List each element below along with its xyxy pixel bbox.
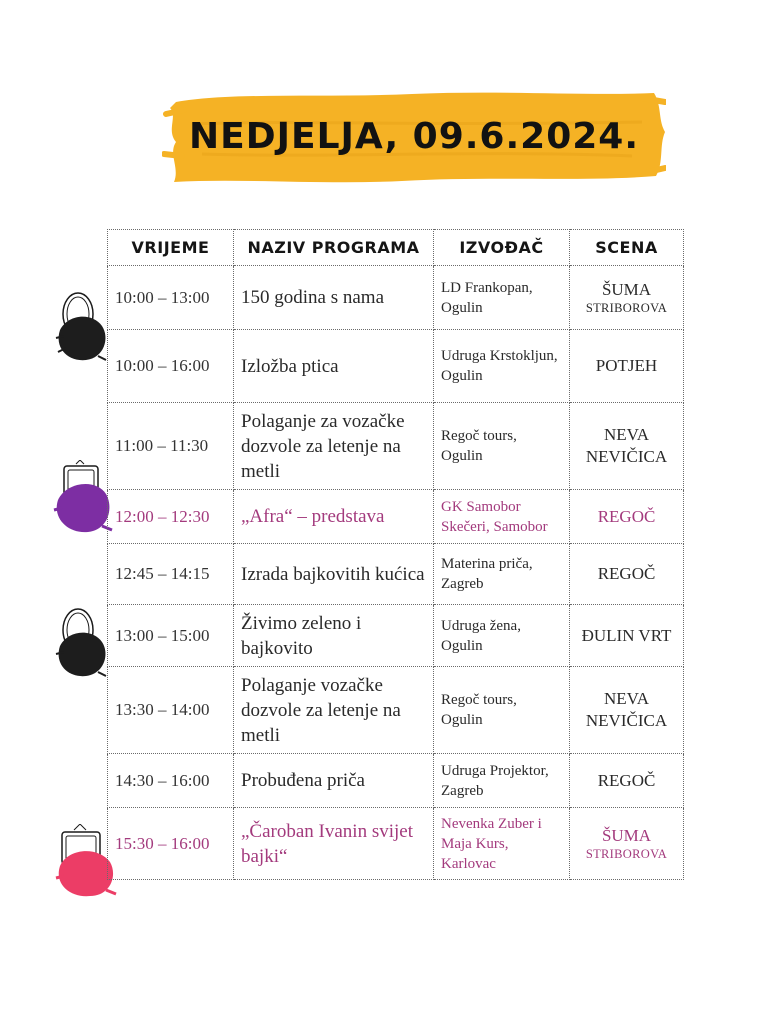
performer-cell: Nevenka Zuber i Maja Kurs, Karlovac [434, 808, 570, 880]
time-cell: 15:30 – 16:00 [108, 808, 234, 880]
scene-name: ŠUMA [601, 280, 652, 299]
program-cell: Polaganje vozačke dozvole za letenje na metli [234, 667, 434, 754]
scene-name: REGOČ [597, 564, 656, 583]
program-cell: Izrada bajkovitih kućica [234, 544, 434, 605]
scene-cell [570, 754, 684, 808]
performer-cell: Regoč tours, Ogulin [434, 667, 570, 754]
scene-cell [570, 403, 684, 490]
header-program: NAZIV PROGRAMA [234, 230, 434, 266]
scene-name: REGOČ [597, 506, 656, 526]
performer-cell: Udruga žena, Ogulin [434, 605, 570, 667]
program-cell: „Čaroban Ivanin svijet bajki“ [234, 808, 434, 880]
scene-name: ĐULIN VRT [581, 625, 672, 645]
table-row [108, 266, 684, 330]
table-row [108, 808, 684, 880]
scene-cell [570, 808, 684, 880]
table-row [108, 667, 684, 754]
performer-cell: Udruga Krstokljun, Ogulin [434, 330, 570, 403]
program-cell: Izložba ptica [234, 330, 434, 403]
performer-cell: GK Samobor Skečeri, Samobor [434, 490, 570, 544]
scene-subtitle: STRIBOROVA [585, 301, 668, 315]
program-cell: Polaganje za vozačke dozvole za letenje na metli [234, 403, 434, 490]
performer-cell: Materina priča, Zagreb [434, 544, 570, 605]
table-row [108, 544, 684, 605]
scene-cell [570, 667, 684, 754]
scene-subtitle: STRIBOROVA [585, 847, 668, 861]
scene-cell [570, 544, 684, 605]
table-row [108, 403, 684, 490]
scene-name: REGOČ [597, 770, 656, 790]
performer-cell: Regoč tours, Ogulin [434, 403, 570, 490]
time-cell: 11:00 – 11:30 [108, 403, 234, 490]
program-cell: „Afra“ – predstava [234, 490, 434, 544]
time-cell: 13:00 – 15:00 [108, 605, 234, 667]
time-cell: 12:00 – 12:30 [108, 490, 234, 544]
table-row [108, 754, 684, 808]
scene-name: POTJEH [595, 356, 658, 375]
scene-cell [570, 605, 684, 667]
scene-cell [570, 330, 684, 403]
time-cell: 10:00 – 16:00 [108, 330, 234, 403]
oval-mirror-icon [52, 602, 112, 682]
table-row [108, 605, 684, 667]
program-cell: 150 godina s nama [234, 266, 434, 330]
scene-name: NEVA NEVIČICA [585, 689, 668, 730]
time-cell: 10:00 – 13:00 [108, 266, 234, 330]
oval-mirror-icon [52, 286, 112, 366]
time-cell: 13:30 – 14:00 [108, 667, 234, 754]
schedule-table [107, 229, 684, 880]
scene-name: ŠUMA [601, 826, 652, 845]
table-row [108, 490, 684, 544]
scene-name: NEVA NEVIČICA [585, 425, 668, 466]
title-banner [162, 84, 666, 188]
header-performer: IZVOĐAČ [434, 230, 570, 266]
program-cell: Probuđena priča [234, 754, 434, 808]
header-time: VRIJEME [108, 230, 234, 266]
performer-cell: LD Frankopan, Ogulin [434, 266, 570, 330]
table-row [108, 330, 684, 403]
scene-cell [570, 490, 684, 544]
scene-cell [570, 266, 684, 330]
performer-cell: Udruga Projektor, Zagreb [434, 754, 570, 808]
time-cell: 14:30 – 16:00 [108, 754, 234, 808]
page-title: NEDJELJA, 09.6.2024. [188, 115, 640, 157]
table-header-row [108, 230, 684, 266]
time-cell: 12:45 – 14:15 [108, 544, 234, 605]
program-cell: Živimo zeleno i bajkovito [234, 605, 434, 667]
header-scene: SCENA [570, 230, 684, 266]
